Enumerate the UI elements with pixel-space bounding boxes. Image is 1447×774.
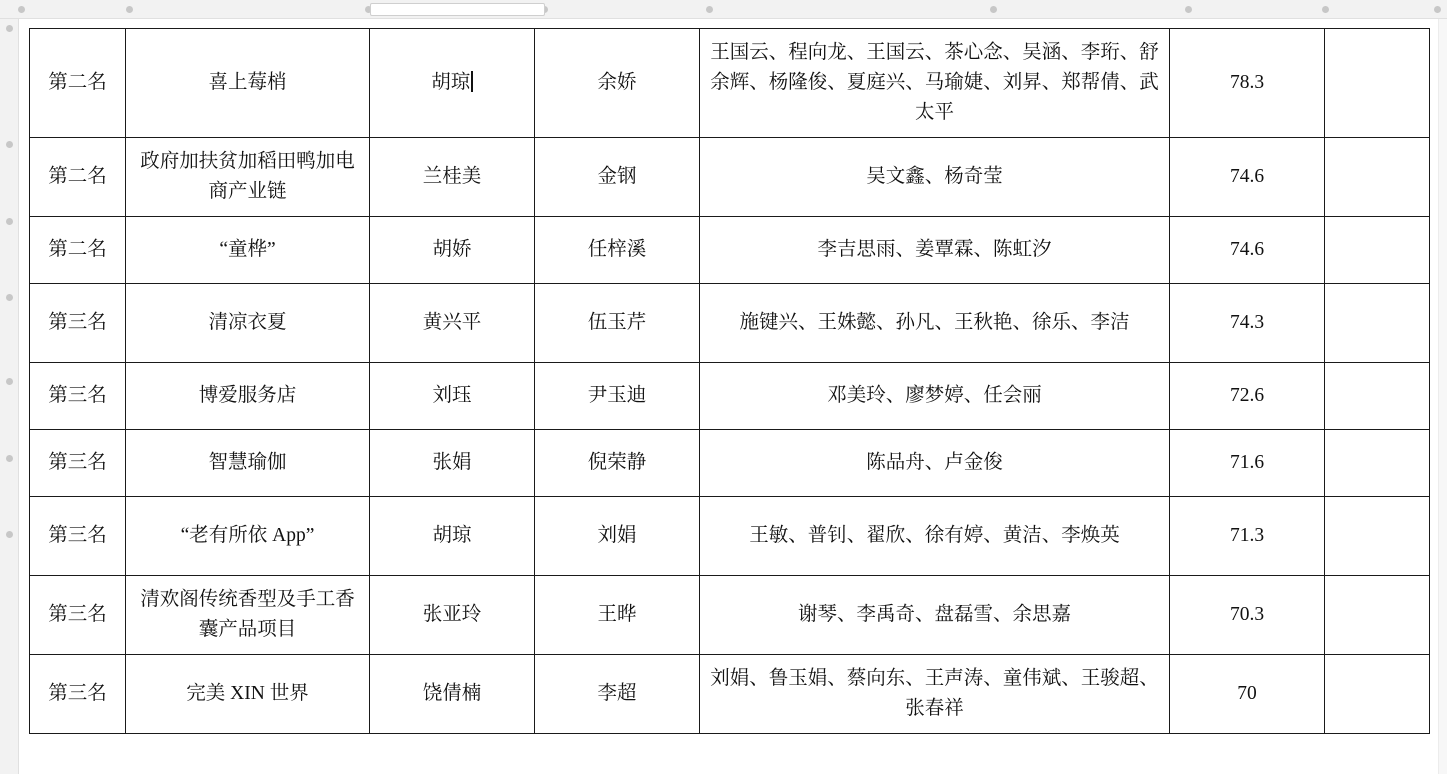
cell-leader-active[interactable] — [370, 29, 535, 138]
cell-project[interactable]: 清凉衣夏 — [126, 284, 370, 363]
cell-advisor[interactable]: 刘娟 — [535, 497, 700, 576]
cell-members[interactable]: 吴文鑫、杨奇莹 — [700, 138, 1170, 217]
table-row[interactable] — [30, 217, 1430, 284]
cell-project[interactable]: 清欢阁传统香型及手工香囊产品项目 — [126, 576, 370, 655]
table-row[interactable] — [30, 284, 1430, 363]
cell-advisor[interactable]: 金钢 — [535, 138, 700, 217]
cell-rank[interactable]: 第二名 — [30, 29, 126, 138]
cell-note[interactable] — [1325, 497, 1430, 576]
cell-project[interactable]: 政府加扶贫加稻田鸭加电商产业链 — [126, 138, 370, 217]
cell-leader[interactable]: 胡娇 — [370, 217, 535, 284]
cell-members[interactable]: 谢琴、李禹奇、盘磊雪、余思嘉 — [700, 576, 1170, 655]
cell-members[interactable]: 王敏、普钊、翟欣、徐有婷、黄洁、李焕英 — [700, 497, 1170, 576]
scroll-tick-icon — [1185, 6, 1192, 13]
cell-score[interactable]: 74.3 — [1170, 284, 1325, 363]
table-row[interactable] — [30, 655, 1430, 734]
cell-rank[interactable]: 第三名 — [30, 430, 126, 497]
cell-score[interactable]: 71.3 — [1170, 497, 1325, 576]
table-row[interactable] — [30, 363, 1430, 430]
cell-note[interactable] — [1325, 430, 1430, 497]
cell-leader[interactable]: 饶倩楠 — [370, 655, 535, 734]
scroll-tick-icon — [990, 6, 997, 13]
cell-score[interactable]: 70.3 — [1170, 576, 1325, 655]
cell-advisor[interactable]: 任梓溪 — [535, 217, 700, 284]
cell-leader[interactable]: 刘珏 — [370, 363, 535, 430]
table-scroll-area[interactable] — [19, 19, 1438, 774]
scroll-tick-icon — [126, 6, 133, 13]
cell-note[interactable] — [1325, 217, 1430, 284]
horizontal-scrollbar[interactable] — [0, 0, 1447, 19]
cell-note[interactable] — [1325, 138, 1430, 217]
cell-note[interactable] — [1325, 284, 1430, 363]
table-row[interactable] — [30, 497, 1430, 576]
cell-members[interactable]: 施键兴、王姝懿、孙凡、王秋艳、徐乐、李洁 — [700, 284, 1170, 363]
cell-advisor[interactable]: 伍玉芹 — [535, 284, 700, 363]
cell-leader[interactable]: 张亚玲 — [370, 576, 535, 655]
cell-leader[interactable]: 黄兴平 — [370, 284, 535, 363]
table-row[interactable] — [30, 576, 1430, 655]
cell-note[interactable] — [1325, 576, 1430, 655]
scroll-tick-icon — [6, 455, 13, 462]
cell-note[interactable] — [1325, 363, 1430, 430]
cell-rank[interactable]: 第二名 — [30, 217, 126, 284]
cell-score[interactable]: 78.3 — [1170, 29, 1325, 138]
right-gutter — [1438, 19, 1447, 774]
cell-members[interactable]: 王国云、程向龙、王国云、茶心念、吴涵、李珩、舒余辉、杨隆俊、夏庭兴、马瑜婕、刘昇、郑帮倩、武太平 — [700, 29, 1170, 138]
cell-project[interactable]: 完美 XIN 世界 — [126, 655, 370, 734]
cell-project[interactable]: “童桦” — [126, 217, 370, 284]
cell-score[interactable]: 70 — [1170, 655, 1325, 734]
cell-rank[interactable]: 第三名 — [30, 284, 126, 363]
cell-leader[interactable]: 兰桂美 — [370, 138, 535, 217]
text-caret — [471, 71, 473, 92]
scroll-tick-icon — [1434, 6, 1441, 13]
cell-project[interactable]: 喜上莓梢 — [126, 29, 370, 138]
cell-project[interactable]: 智慧瑜伽 — [126, 430, 370, 497]
awards-table-body — [30, 29, 1430, 734]
scroll-tick-icon — [706, 6, 713, 13]
cell-rank[interactable]: 第三名 — [30, 363, 126, 430]
table-row[interactable] — [30, 430, 1430, 497]
cell-advisor[interactable]: 尹玉迪 — [535, 363, 700, 430]
cell-note[interactable] — [1325, 29, 1430, 138]
cell-leader[interactable]: 胡琼 — [370, 497, 535, 576]
scroll-tick-icon — [6, 378, 13, 385]
scroll-tick-icon — [18, 6, 25, 13]
horizontal-scrollbar-thumb[interactable] — [370, 3, 545, 16]
cell-rank[interactable]: 第三名 — [30, 576, 126, 655]
scroll-tick-icon — [6, 141, 13, 148]
cell-advisor[interactable]: 李超 — [535, 655, 700, 734]
cell-advisor[interactable]: 倪荣静 — [535, 430, 700, 497]
cell-note[interactable] — [1325, 655, 1430, 734]
cell-rank[interactable]: 第三名 — [30, 655, 126, 734]
cell-advisor[interactable]: 余娇 — [535, 29, 700, 138]
awards-table — [29, 28, 1430, 734]
cell-members[interactable]: 邓美玲、廖梦婷、任会丽 — [700, 363, 1170, 430]
table-row[interactable] — [30, 138, 1430, 217]
scroll-tick-icon — [6, 25, 13, 32]
cell-leader[interactable]: 张娟 — [370, 430, 535, 497]
cell-rank[interactable]: 第二名 — [30, 138, 126, 217]
vertical-scrollbar[interactable] — [0, 19, 19, 774]
scroll-tick-icon — [6, 531, 13, 538]
table-row[interactable] — [30, 29, 1430, 138]
cell-rank[interactable]: 第三名 — [30, 497, 126, 576]
cell-members[interactable]: 陈品舟、卢金俊 — [700, 430, 1170, 497]
cell-score[interactable]: 74.6 — [1170, 217, 1325, 284]
cell-score[interactable]: 72.6 — [1170, 363, 1325, 430]
cell-score[interactable]: 71.6 — [1170, 430, 1325, 497]
cell-project[interactable]: “老有所依 App” — [126, 497, 370, 576]
cell-members[interactable]: 刘娟、鲁玉娟、蔡向东、王声涛、童伟斌、王骏超、张春祥 — [700, 655, 1170, 734]
cell-score[interactable]: 74.6 — [1170, 138, 1325, 217]
cell-project[interactable]: 博爱服务店 — [126, 363, 370, 430]
scroll-tick-icon — [6, 218, 13, 225]
cell-members[interactable]: 李吉思雨、姜覃霖、陈虹汐 — [700, 217, 1170, 284]
scroll-tick-icon — [1322, 6, 1329, 13]
scroll-tick-icon — [6, 294, 13, 301]
cell-leader-text: 胡琼 — [431, 71, 471, 93]
cell-advisor[interactable]: 王晔 — [535, 576, 700, 655]
